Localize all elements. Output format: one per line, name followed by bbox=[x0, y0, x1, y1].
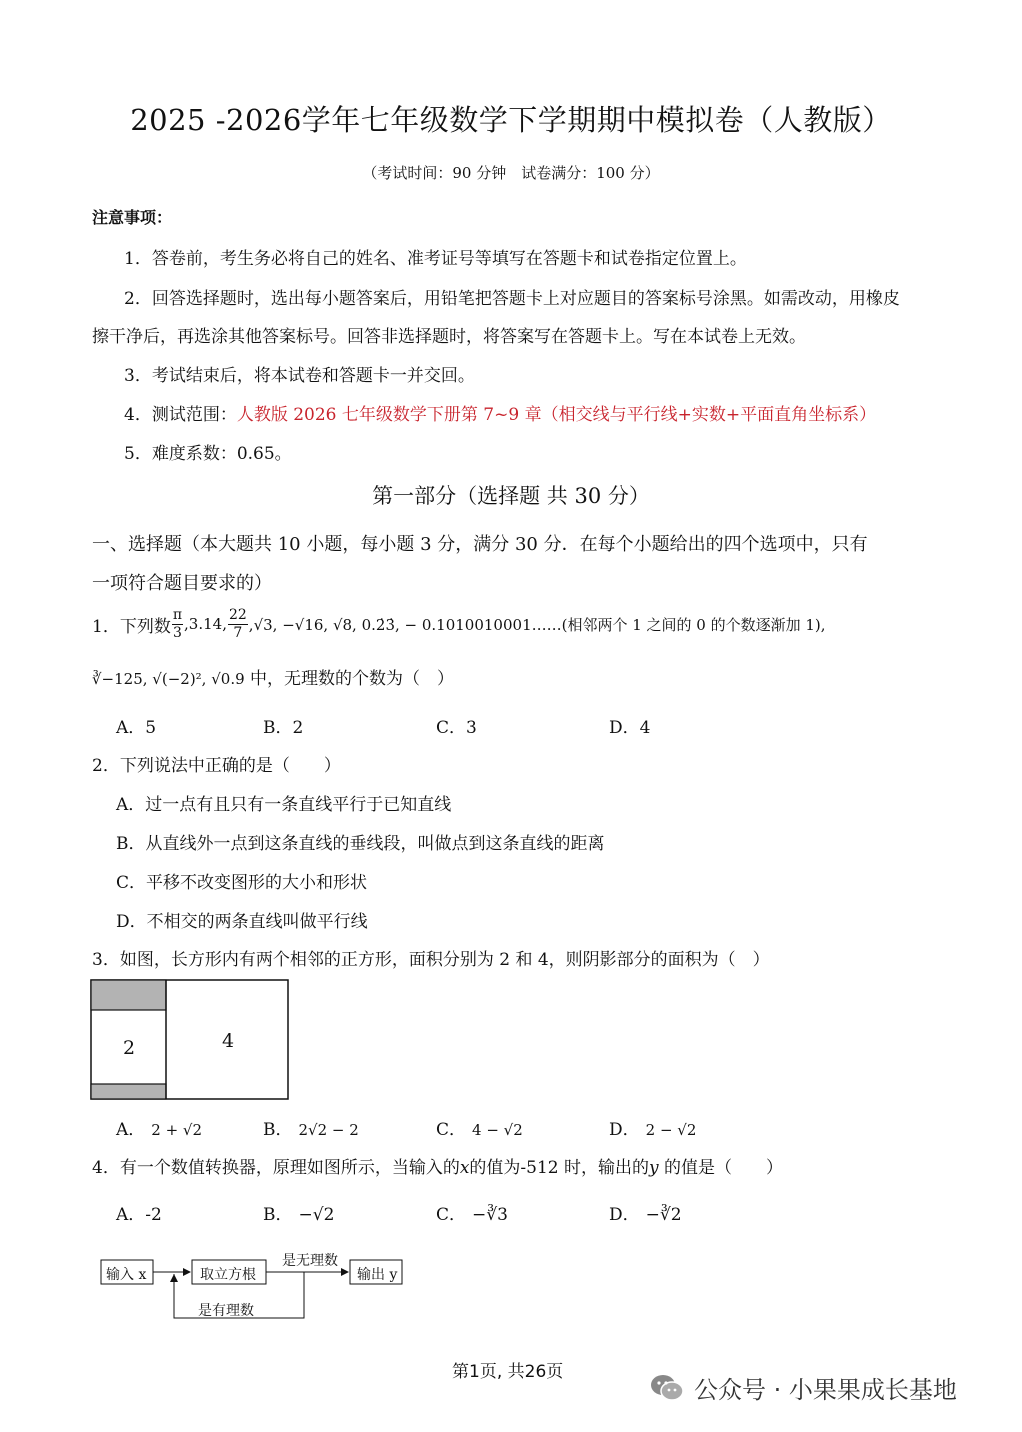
q3-option-b-letter: B． bbox=[263, 1120, 293, 1140]
notice-item-2-cont: 擦干净后，再选涂其他答案标号。回答非选择题时，将答案写在答题卡上。写在本试卷上无效。 bbox=[92, 327, 806, 347]
notice-heading: 注意事项： bbox=[92, 208, 173, 227]
part-title: 第一部分（选择题 共 30 分） bbox=[372, 484, 650, 508]
shaded-top bbox=[91, 980, 166, 1010]
q4-option-d bbox=[609, 1200, 682, 1225]
q1-option-b: B．2 bbox=[263, 718, 304, 738]
q4-option-b-letter: B． bbox=[263, 1205, 293, 1225]
q1-frac-22 bbox=[228, 607, 248, 642]
wechat-icon bbox=[650, 1373, 684, 1403]
q4-option-d-value: −∛2 bbox=[645, 1205, 682, 1225]
notice-item-3: 3．考试结束后，将本试卷和答题卡一并交回。 bbox=[124, 366, 475, 386]
q2-stem: 2．下列说法中正确的是（ ） bbox=[92, 756, 341, 776]
q4-stem-mid: 的值为-512 时，输出的 bbox=[469, 1158, 650, 1178]
q3-option-d-letter: D． bbox=[609, 1120, 640, 1140]
q1-prefix: 1．下列数 bbox=[92, 616, 171, 637]
q3-option-b bbox=[263, 1115, 359, 1140]
q4-option-c-value: −∛3 bbox=[472, 1205, 508, 1225]
section-line-1: 一、选择题（本大题共 10 小题，每小题 3 分，满分 30 分．在每个小题给出的四个选项中，只有 bbox=[92, 534, 868, 555]
flow-irrational-label: 是无理数 bbox=[282, 1253, 338, 1269]
q3-option-b-value: 2√2 − 2 bbox=[298, 1121, 359, 1139]
q3-option-c-letter: C． bbox=[436, 1120, 467, 1140]
q2-option-c: C．平移不改变图形的大小和形状 bbox=[116, 873, 368, 893]
small-square-label: 2 bbox=[123, 1037, 136, 1059]
q1-line-2 bbox=[92, 664, 454, 689]
q4-stem bbox=[92, 1153, 783, 1178]
q1-line2-math: ∛−125, √(−2)², √0.9 bbox=[92, 670, 245, 688]
q2-option-d: D．不相交的两条直线叫做平行线 bbox=[116, 912, 368, 932]
watermark-text: 公众号 · 小果果成长基地 bbox=[694, 1376, 957, 1404]
q3-option-c-value: 4 − √2 bbox=[472, 1121, 523, 1139]
q4-stem-end: 的值是（ ） bbox=[658, 1158, 784, 1178]
q1-option-c: C．3 bbox=[436, 718, 477, 738]
watermark bbox=[650, 1370, 957, 1405]
q3-stem: 3．如图，长方形内有两个相邻的正方形，面积分别为 2 和 4，则阴影部分的面积为（ ） bbox=[92, 950, 770, 970]
q3-option-a bbox=[116, 1115, 202, 1140]
q1-line2-text: 中，无理数的个数为（ ） bbox=[244, 669, 455, 689]
frac-pi-denominator: 3 bbox=[172, 624, 182, 641]
q4-option-b-value: −√2 bbox=[298, 1205, 335, 1225]
exam-title: 2025 -2026学年七年级数学下学期期中模拟卷（人教版） bbox=[130, 103, 892, 137]
shaded-bottom bbox=[91, 1084, 166, 1099]
frac-22-denominator: 7 bbox=[233, 624, 243, 641]
flow-rational-label: 是有理数 bbox=[198, 1303, 254, 1319]
q3-option-d bbox=[609, 1115, 696, 1140]
q3-option-c bbox=[436, 1115, 523, 1140]
q4-option-c bbox=[436, 1200, 508, 1225]
exam-subtitle: （考试时间：90 分钟 试卷满分：100 分） bbox=[362, 164, 660, 182]
q4-option-a: A．-2 bbox=[116, 1205, 162, 1225]
q4-stem-start: 4．有一个数值转换器，原理如图所示，当输入的 bbox=[92, 1158, 460, 1178]
q1-option-d: D．4 bbox=[609, 718, 651, 738]
scope-label: 4．测试范围： bbox=[124, 405, 237, 425]
section-line-2: 一项符合题目要求的） bbox=[92, 573, 272, 594]
frac-pi-numerator: π bbox=[172, 606, 183, 623]
q2-option-a: A．过一点有且只有一条直线平行于已知直线 bbox=[116, 795, 452, 815]
q3-figure bbox=[90, 979, 290, 1101]
q3-option-a-value: 2 + √2 bbox=[151, 1121, 203, 1139]
notice-item-4 bbox=[124, 400, 876, 425]
q1-stem bbox=[92, 604, 826, 644]
page-footer: 第1页, 共26页 bbox=[452, 1362, 564, 1382]
q1-option-a: A．5 bbox=[116, 718, 157, 738]
scope-text: 人教版 2026 七年级数学下册第 7~9 章（相交线与平行线+实数+平面直角坐标系） bbox=[236, 405, 877, 425]
q4-option-c-letter: C． bbox=[436, 1205, 467, 1225]
q2-option-b: B．从直线外一点到这条直线的垂线段，叫做点到这条直线的距离 bbox=[116, 834, 605, 854]
q4-var-x: x bbox=[459, 1158, 470, 1178]
frac-22-numerator: 22 bbox=[228, 606, 247, 623]
flow-input-label: 输入 x bbox=[106, 1267, 147, 1283]
q1-seq: ,√3, −√16, √8, 0.2̇3̇, − 0.1010010001……(相邻两个 1 之间的 0 的个数逐渐加 1), bbox=[248, 615, 826, 634]
q3-option-a-letter: A． bbox=[116, 1120, 146, 1140]
notice-item-5: 5．难度系数：0.65。 bbox=[124, 444, 292, 464]
flow-output-label: 输出 y bbox=[357, 1267, 398, 1283]
q4-flowchart bbox=[96, 1248, 416, 1326]
big-square-label: 4 bbox=[222, 1030, 235, 1052]
notice-item-1: 1．答卷前，考生务必将自己的姓名、准考证号等填写在答题卡和试卷指定位置上。 bbox=[124, 249, 747, 269]
notice-item-2: 2．回答选择题时，选出每小题答案后，用铅笔把答题卡上对应题目的答案标号涂黑。如需改动，用橡皮 bbox=[124, 289, 900, 309]
q1-nums: ,3.14, bbox=[184, 615, 227, 633]
flow-process-label: 取立方根 bbox=[200, 1267, 256, 1283]
q4-var-y: y bbox=[649, 1158, 659, 1178]
q1-frac-pi bbox=[172, 607, 183, 642]
q4-option-b bbox=[263, 1200, 334, 1225]
q4-option-d-letter: D． bbox=[609, 1205, 640, 1225]
q3-option-d-value: 2 − √2 bbox=[645, 1121, 697, 1139]
